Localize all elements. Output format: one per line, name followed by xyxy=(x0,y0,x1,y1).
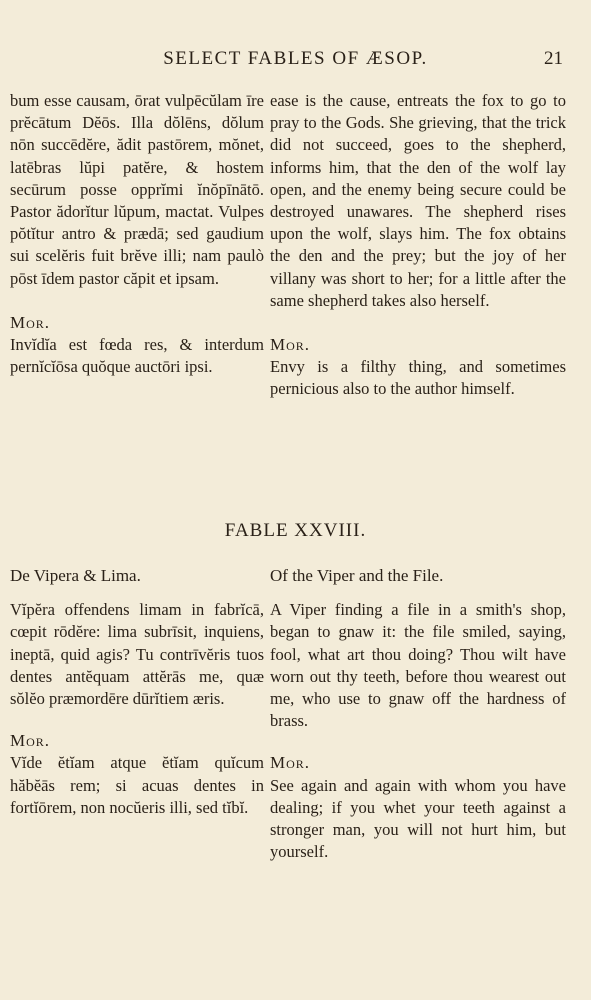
fable28-english-subtitle: Of the Viper and the File. xyxy=(270,566,444,585)
fable27-english-column xyxy=(270,90,566,401)
fable27-latin-moral: Invĭdĭa est fœda res, & interdum pernĭcĭōsa quŏque auctōri ipsi. xyxy=(10,335,264,377)
fable28-latin-subtitle: De Vipera & Lima. xyxy=(10,566,141,585)
fable27-english-moral: Envy is a filthy thing, and sometimes pernicious also to the author himself. xyxy=(270,357,566,399)
fable28-english-moral: See again and again with whom you have dealing; if you whet your teeth against a stronger man, you will not hurt him, but yourself. xyxy=(270,775,566,862)
running-title: SELECT FABLES OF ÆSOP. xyxy=(163,48,428,69)
page-header xyxy=(0,48,591,78)
fable28-english-column xyxy=(270,565,566,863)
fable27-latin-column xyxy=(10,90,264,378)
fable27-english-mor-heading: Mor. xyxy=(270,335,311,355)
fable28-english-mor-heading: Mor. xyxy=(270,753,311,773)
fable27-latin-mor-heading: Mor. xyxy=(10,312,51,332)
fable27-english-text: ease is the cause, entreats the fox to go to pray to the Gods. She grieving, that the trick did not succeed, goes to the shepherd, informs him, that the den of the wolf lay open, and the enemy being secure could be destroyed unawares. The shepherd rises upon the wolf, slays him. The fox obtains the den and the prey; but the joy of her villany was short to her; for a little after the same shepherd takes also herself. xyxy=(270,91,566,310)
fable28-latin-column xyxy=(10,565,264,819)
fable28-english-text: A Viper finding a file in a smith's shop, began to gnaw it: the file smiled, saying, fool, what art thou doing? Thou wilt have worn out thy teeth, before thou wearest out me, who use to gnaw off the hardness of brass. xyxy=(270,600,566,731)
fable27-latin-text: bum esse causam, ōrat vulpēcŭlam īre prĕcātum Dĕōs. Illa dŏlēns, dŏlum nōn succēdĕre, ădit pastōrem, mŏnet, latēbras lŭpi patĕre, & hostem secūrum posse opprĭmi ĭnŏpīnātō. Pastor ădorĭtur lŭpum, mactat. Vulpes pŏtĭtur antro & prædā; sed gaudium sui scelĕris fuit brĕve illi; nam paulò pōst īdem pastor căpit et ipsam. xyxy=(10,91,264,288)
fable28-latin-moral: Vĭde ĕtĭam atque ĕtĭam quĭcum hăbĕās rem; si acuas dentes in fortĭōrem, non nocŭeris illi, sed tĭbĭ. xyxy=(10,753,264,817)
fable28-latin-text: Vĭpĕra offendens limam in fabrĭcā, cœpit rōdĕre: lima subrīsit, inquiens, ineptā, quid agis? Tu contrīvĕris tuos dentes antĕquam attĕrās me, quæ sŏlĕo præmordēre dūrĭtiem æris. xyxy=(10,600,264,709)
fable-title: FABLE XXVIII. xyxy=(224,520,367,541)
fable28-latin-mor-heading: Mor. xyxy=(10,731,51,751)
page-number: 21 xyxy=(544,48,563,69)
